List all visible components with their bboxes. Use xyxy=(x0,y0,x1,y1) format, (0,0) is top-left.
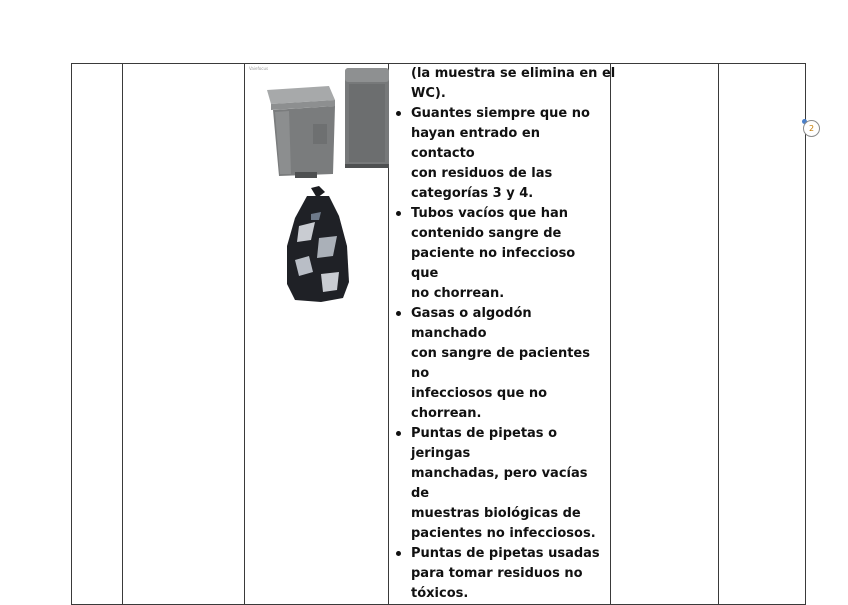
image-watermark: Vaiefocus xyxy=(249,66,269,71)
list-item-line: hayan entrado en contacto xyxy=(411,126,540,161)
continuation-line: (la muestra se elimina en el xyxy=(411,66,616,81)
list-item-line: manchadas, pero vacías de xyxy=(411,466,588,501)
black-garbage-bag-image xyxy=(281,186,353,304)
bullet-icon xyxy=(396,311,401,316)
list-item-line: categorías 3 y 4. xyxy=(411,186,534,201)
table-cell-empty-5 xyxy=(611,64,719,605)
waste-bins-image xyxy=(249,64,389,182)
bullet-icon xyxy=(396,111,401,116)
list-item xyxy=(389,544,610,604)
bullet-icon xyxy=(396,211,401,216)
list-item-line: Gasas o algodón manchado xyxy=(411,306,532,341)
table-row xyxy=(72,64,806,605)
list-item-line: Tubos vacíos que han xyxy=(411,206,568,221)
waste-table xyxy=(71,63,806,605)
bullet-icon xyxy=(396,551,401,556)
list-item-line: con residuos de las xyxy=(411,166,553,181)
list-item xyxy=(389,104,610,204)
list-item-line: contenido sangre de xyxy=(411,226,562,241)
list-item-line: pacientes no infecciosos. xyxy=(411,526,596,541)
list-item-line: Guantes siempre que no xyxy=(411,106,590,121)
table-cell-empty-2 xyxy=(123,64,245,605)
list-item-line: muestras biológicas de xyxy=(411,506,581,521)
list-item-line: tóxicos. xyxy=(411,586,469,601)
table-cell-waste-list xyxy=(389,64,616,605)
comment-count-badge[interactable]: 2 xyxy=(803,120,820,137)
list-item xyxy=(389,304,610,424)
list-item-line: Puntas de pipetas usadas xyxy=(411,546,600,561)
list-item xyxy=(389,424,610,544)
list-item xyxy=(389,204,610,304)
list-item-line: infecciosos que no chorrean. xyxy=(411,386,548,421)
list-item-line: para tomar residuos no xyxy=(411,566,583,581)
list-item-line: no chorrean. xyxy=(411,286,505,301)
table-cell-images xyxy=(245,64,389,605)
waste-bullet-list xyxy=(389,104,610,604)
list-item-line: paciente no infeccioso que xyxy=(411,246,576,281)
list-item-line: Puntas de pipetas o jeringas xyxy=(411,426,558,461)
bullet-icon xyxy=(396,431,401,436)
table-cell-empty-1 xyxy=(72,64,123,605)
continuation-line: WC). xyxy=(411,86,446,101)
list-item-line: con sangre de pacientes no xyxy=(411,346,590,381)
table-cell-empty-6 xyxy=(719,64,806,605)
